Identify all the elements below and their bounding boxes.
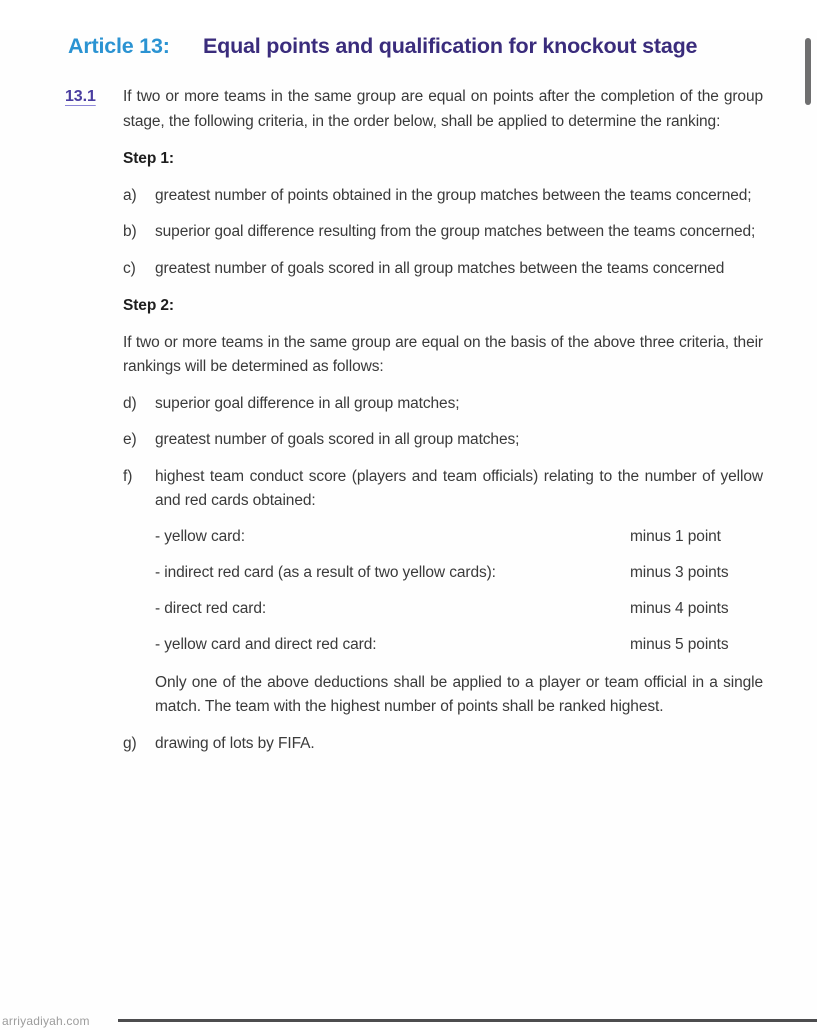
list-text-c: greatest number of goals scored in all group matches between the teams concerned <box>155 259 725 277</box>
list-marker-b: b) <box>123 223 137 240</box>
clause-intro-paragraph: If two or more teams in the same group are equal on points after the completion of the group stage, the following criteria, in the order below, shall be applied to determine the ranking: <box>123 88 763 130</box>
article-heading <box>68 30 762 62</box>
list-text-e: greatest number of goals scored in all group matches; <box>155 431 520 448</box>
deduction-label: - direct red card: <box>155 600 267 617</box>
deduction-row-direct-red-card <box>155 597 763 622</box>
deduction-value: minus 3 points <box>630 564 729 581</box>
clause-body <box>123 85 763 756</box>
list-text-f: highest team conduct score (players and team officials) relating to the number of yellow and red cards obtained: <box>155 467 763 509</box>
step2-intro-paragraph: If two or more teams in the same group are equal on the basis of the above three criteria, their rankings will be determined as follows: <box>123 333 763 375</box>
deduction-row-indirect-red-card <box>155 561 763 586</box>
clause-13-1 <box>65 85 763 756</box>
article-title: Equal points and qualification for knockout stage <box>203 34 698 58</box>
watermark-text: arriyadiyah.com <box>2 1014 90 1028</box>
list-item-e <box>123 428 763 453</box>
deduction-value: minus 1 point <box>630 528 721 545</box>
list-marker-c: c) <box>123 259 136 277</box>
list-item-c <box>123 257 763 282</box>
deduction-value: minus 5 points <box>630 636 729 653</box>
list-marker-g: g) <box>123 734 137 752</box>
deductions-note-paragraph: Only one of the above deductions shall be applied to a player or team official in a single match. The team with the highest number of points shall be ranked highest. <box>155 673 763 715</box>
step1-heading: Step 1: <box>123 150 174 167</box>
deduction-label: - indirect red card (as a result of two yellow cards): <box>155 564 496 581</box>
bottom-divider-line <box>118 1019 817 1022</box>
list-marker-d: d) <box>123 394 137 412</box>
footer-bar <box>0 1014 817 1030</box>
clause-number: 13.1 <box>65 88 96 105</box>
step2-heading: Step 2: <box>123 297 174 314</box>
document-page <box>0 30 817 1030</box>
list-text-g: drawing of lots by FIFA. <box>155 734 315 752</box>
list-text-b: superior goal difference resulting from the group matches between the teams concerned; <box>155 223 756 240</box>
list-item-g <box>123 732 763 757</box>
list-marker-f: f) <box>123 467 133 485</box>
deduction-label: - yellow card and direct red card: <box>155 636 377 653</box>
deduction-row-yellow-card <box>155 525 763 550</box>
scrollbar-thumb[interactable] <box>805 38 811 105</box>
deduction-label: - yellow card: <box>155 528 245 545</box>
list-marker-a: a) <box>123 186 137 204</box>
list-item-a <box>123 184 763 209</box>
list-text-a: greatest number of points obtained in the group matches between the teams concerned; <box>155 186 752 204</box>
article-number-label: Article 13: <box>68 34 170 58</box>
deduction-row-yellow-and-direct-red <box>155 633 763 658</box>
list-marker-e: e) <box>123 431 137 448</box>
list-item-f <box>123 465 763 514</box>
deduction-value: minus 4 points <box>630 600 729 617</box>
list-item-b <box>123 220 763 245</box>
list-text-d: superior goal difference in all group matches; <box>155 394 460 412</box>
list-item-d <box>123 392 763 417</box>
